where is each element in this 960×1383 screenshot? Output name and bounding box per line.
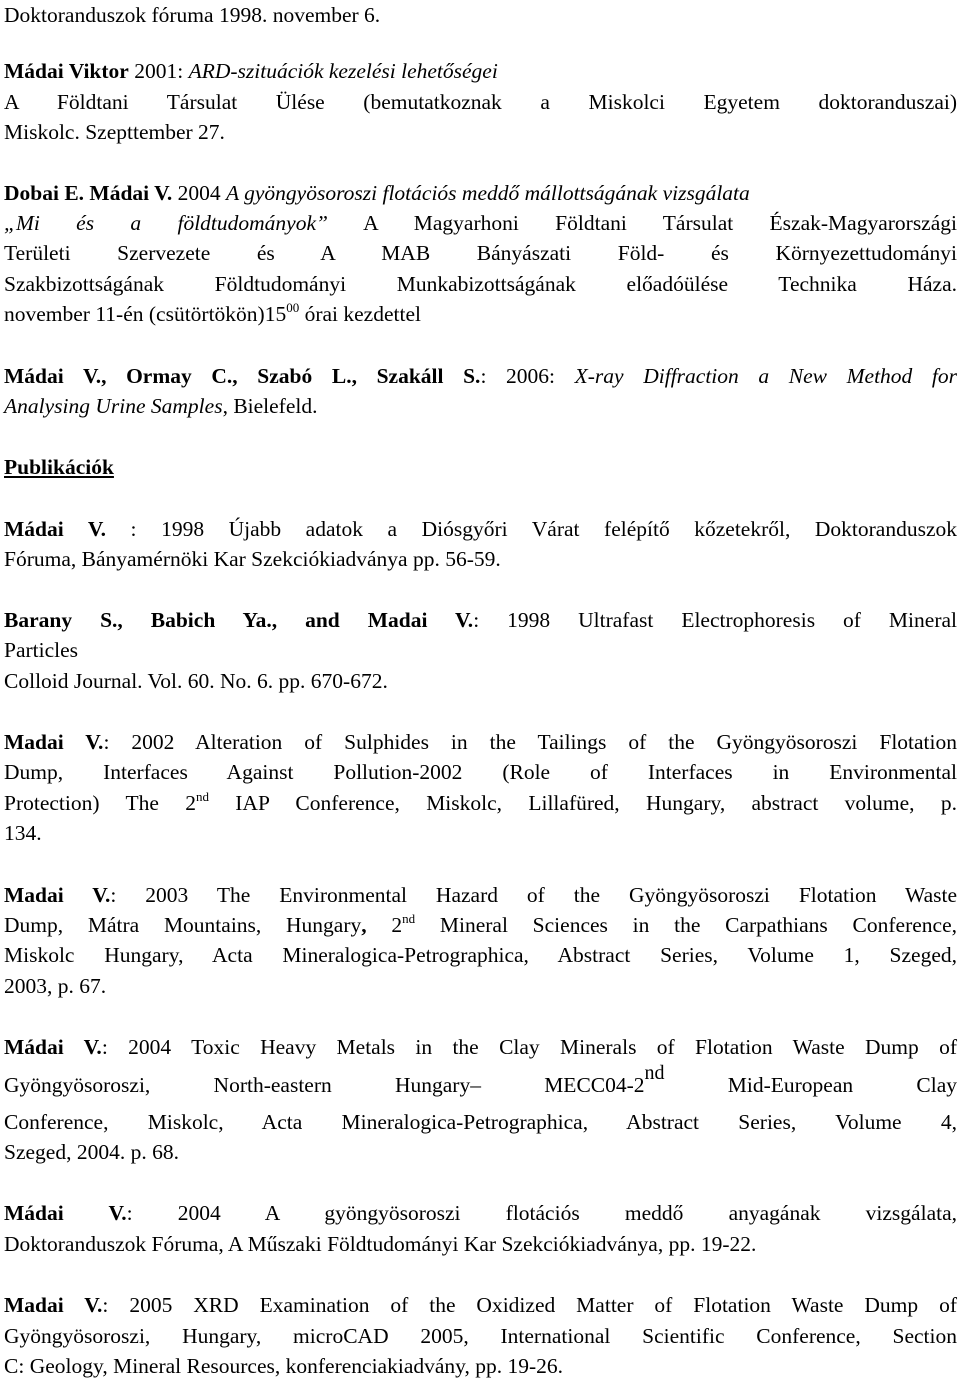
entry-venue: , Bielefeld. bbox=[222, 394, 318, 419]
entry-text: Protection) The 2 bbox=[4, 790, 196, 815]
entry-line bbox=[4, 1137, 957, 1167]
entry-line bbox=[4, 1198, 957, 1228]
entry-line bbox=[4, 87, 957, 117]
entry-line bbox=[4, 818, 957, 848]
intro-line bbox=[4, 0, 957, 30]
entry-text: Mid-European Clay bbox=[664, 1072, 957, 1097]
entry-text: Mineral Sciences in the Carpathians Conference, bbox=[415, 912, 957, 937]
entry-line bbox=[4, 727, 957, 757]
entry-line bbox=[4, 880, 957, 910]
entry-text: : 2002 Alteration of Sulphides in the Tailings of the Gyöngyösoroszi Flotation bbox=[103, 729, 958, 754]
entry-venue: Szakbizottságának Földtudományi Munkabizottságának előadóülése Technika Háza. bbox=[4, 271, 957, 296]
publication-item bbox=[4, 514, 957, 575]
entry-author: Mádai V. bbox=[4, 1201, 127, 1226]
document-page bbox=[4, 0, 957, 1381]
entry-text: Conference, Miskolc, Acta Mineralogica-Petrographica, Abstract Series, Volume 4, bbox=[4, 1109, 957, 1134]
entry-line bbox=[4, 910, 957, 940]
entry-author: Madai V. bbox=[4, 1293, 103, 1318]
entry-text: Dump, Mátra Mountains, Hungary bbox=[4, 912, 362, 937]
entry-superscript: nd bbox=[402, 910, 416, 926]
entry-text: : 1998 Újabb adatok a Diósgyőri Várat felépítő kőzetekről, Doktoranduszok bbox=[106, 516, 957, 541]
entry-text: : 2004 Toxic Heavy Metals in the Clay Minerals of Flotation Waste Dump of bbox=[101, 1035, 957, 1060]
entry-text: Miskolc Hungary, Acta Mineralogica-Petrographica, Abstract Series, Volume 1, Szeged, bbox=[4, 943, 957, 968]
entry-text: : 2005 XRD Examination of the Oxidized Matter of Flotation Waste Dump of bbox=[102, 1293, 957, 1318]
publication-item bbox=[4, 605, 957, 696]
entry-year: 2001: bbox=[128, 59, 189, 84]
entry-author: Mádai V. bbox=[4, 1035, 102, 1060]
entry-line bbox=[4, 971, 957, 1001]
entry-date: órai kezdettel bbox=[299, 302, 421, 327]
entry-title: Analysing Urine Samples bbox=[4, 394, 223, 419]
entry-line bbox=[4, 238, 957, 268]
entry-text: : 2003 The Environmental Hazard of the Gyöngyösoroszi Flotation Waste bbox=[110, 882, 957, 907]
entry-line bbox=[4, 666, 957, 696]
publication-item bbox=[4, 880, 957, 1002]
entry-line bbox=[4, 605, 957, 635]
entry-line bbox=[4, 269, 957, 299]
entry-series: „Mi és a földtudományok” bbox=[4, 211, 328, 236]
publication-item bbox=[4, 1290, 957, 1381]
entry-text: Gyöngyösoroszi, Hungary, microCAD 2005, International Scientific Conference, Section bbox=[4, 1323, 957, 1348]
entry-superscript: 00 bbox=[286, 300, 300, 316]
entry-venue: A Földtani Társulat Ülése (bemutatkoznak a Miskolci Egyetem doktoranduszai) bbox=[4, 89, 957, 114]
entry-line bbox=[4, 299, 957, 329]
entry-author: Dobai E. Mádai V. bbox=[4, 180, 173, 205]
entry-line bbox=[4, 788, 957, 818]
entry-text: : 2004 A gyöngyösoroszi flotációs meddő anyagának vizsgálata, bbox=[126, 1201, 958, 1226]
entry-title: X-ray Diffraction a New Method for bbox=[574, 363, 957, 388]
entry-line bbox=[4, 117, 957, 147]
entry-line bbox=[4, 940, 957, 970]
entry-venue: A Magyarhoni Földtani Társulat Észak-Magyarországi bbox=[327, 211, 957, 236]
entry-line bbox=[4, 1321, 957, 1351]
entry-text: 134. bbox=[4, 821, 42, 846]
entry-year: 2004 bbox=[172, 180, 227, 205]
entry-text: : 1998 Ultrafast Electrophoresis of Mineral bbox=[473, 607, 957, 632]
entry-line bbox=[4, 544, 957, 574]
entry-title: ARD-szituációk kezelési lehetőségei bbox=[188, 59, 498, 84]
entry-line bbox=[4, 1290, 957, 1320]
entry-author: Mádai V. bbox=[4, 516, 107, 541]
entry-text: , bbox=[361, 912, 367, 937]
entry-author: Madai V. bbox=[4, 729, 104, 754]
entry-text: C: Geology, Mineral Resources, konferenciakiadvány, pp. 19-26. bbox=[4, 1354, 564, 1378]
publication-item bbox=[4, 1198, 957, 1259]
entry-text: Fóruma, Bányamérnöki Kar Szekciókiadványa pp. 56-59. bbox=[4, 547, 501, 572]
entry-author: Madai V. bbox=[4, 882, 111, 907]
entry-superscript: nd bbox=[195, 788, 209, 804]
entry-text: Doktoranduszok Fóruma, A Műszaki Földtudományi Kar Szekciókiadványa, pp. 19-22. bbox=[4, 1231, 757, 1256]
entry-author: Mádai V., Ormay C., Szabó L., Szakáll S. bbox=[4, 363, 481, 388]
entry-text: 2003, p. 67. bbox=[4, 973, 107, 998]
entry-year: : 2006: bbox=[480, 363, 575, 388]
entry-line bbox=[4, 1107, 957, 1137]
entry-author: Barany S., Babich Ya., and Madai V. bbox=[4, 607, 474, 632]
entry-line bbox=[4, 208, 957, 238]
publication-item bbox=[4, 727, 957, 849]
entry-superscript: nd bbox=[644, 1061, 665, 1084]
entry-line bbox=[4, 1351, 957, 1381]
entry-xray-2006 bbox=[4, 361, 957, 422]
entry-line bbox=[4, 361, 957, 391]
intro-text: Doktoranduszok fóruma 1998. november 6. bbox=[4, 3, 381, 27]
entry-line bbox=[4, 56, 957, 86]
entry-ard-2001 bbox=[4, 56, 957, 147]
entry-flotation-2004 bbox=[4, 178, 957, 330]
entry-line bbox=[4, 1032, 957, 1062]
entry-title: A gyöngyösoroszi flotációs meddő mállottságának vizsgálata bbox=[226, 180, 750, 205]
entry-line bbox=[4, 635, 957, 665]
publication-item bbox=[4, 1032, 957, 1167]
section-heading-publikaciok bbox=[4, 452, 957, 482]
entry-line bbox=[4, 178, 957, 208]
entry-line bbox=[4, 1063, 957, 1107]
entry-author: Mádai Viktor bbox=[4, 59, 129, 84]
entry-line bbox=[4, 1229, 957, 1259]
entry-text: Gyöngyösoroszi, North-eastern Hungary– MECC04-2 bbox=[4, 1072, 645, 1097]
entry-line bbox=[4, 514, 957, 544]
entry-text: Particles bbox=[4, 638, 79, 663]
entry-line bbox=[4, 391, 957, 421]
entry-text: 2 bbox=[366, 912, 403, 937]
entry-text: Dump, Interfaces Against Pollution-2002 (Role of Interfaces in Environmental bbox=[4, 760, 957, 785]
entry-text: IAP Conference, Miskolc, Lillafüred, Hungary, abstract volume, p. bbox=[208, 790, 957, 815]
entry-text: Szeged, 2004. p. 68. bbox=[4, 1139, 179, 1164]
entry-venue: Területi Szervezete és A MAB Bányászati Föld- és Környezettudományi bbox=[4, 241, 957, 266]
entry-text: Colloid Journal. Vol. 60. No. 6. pp. 670-672. bbox=[4, 668, 388, 693]
entry-date: Miskolc. Szepttember 27. bbox=[4, 120, 225, 145]
entry-date: november 11-én (csütörtökön)15 bbox=[4, 302, 287, 327]
entry-line bbox=[4, 757, 957, 787]
section-heading-text: Publikációk bbox=[4, 455, 114, 480]
